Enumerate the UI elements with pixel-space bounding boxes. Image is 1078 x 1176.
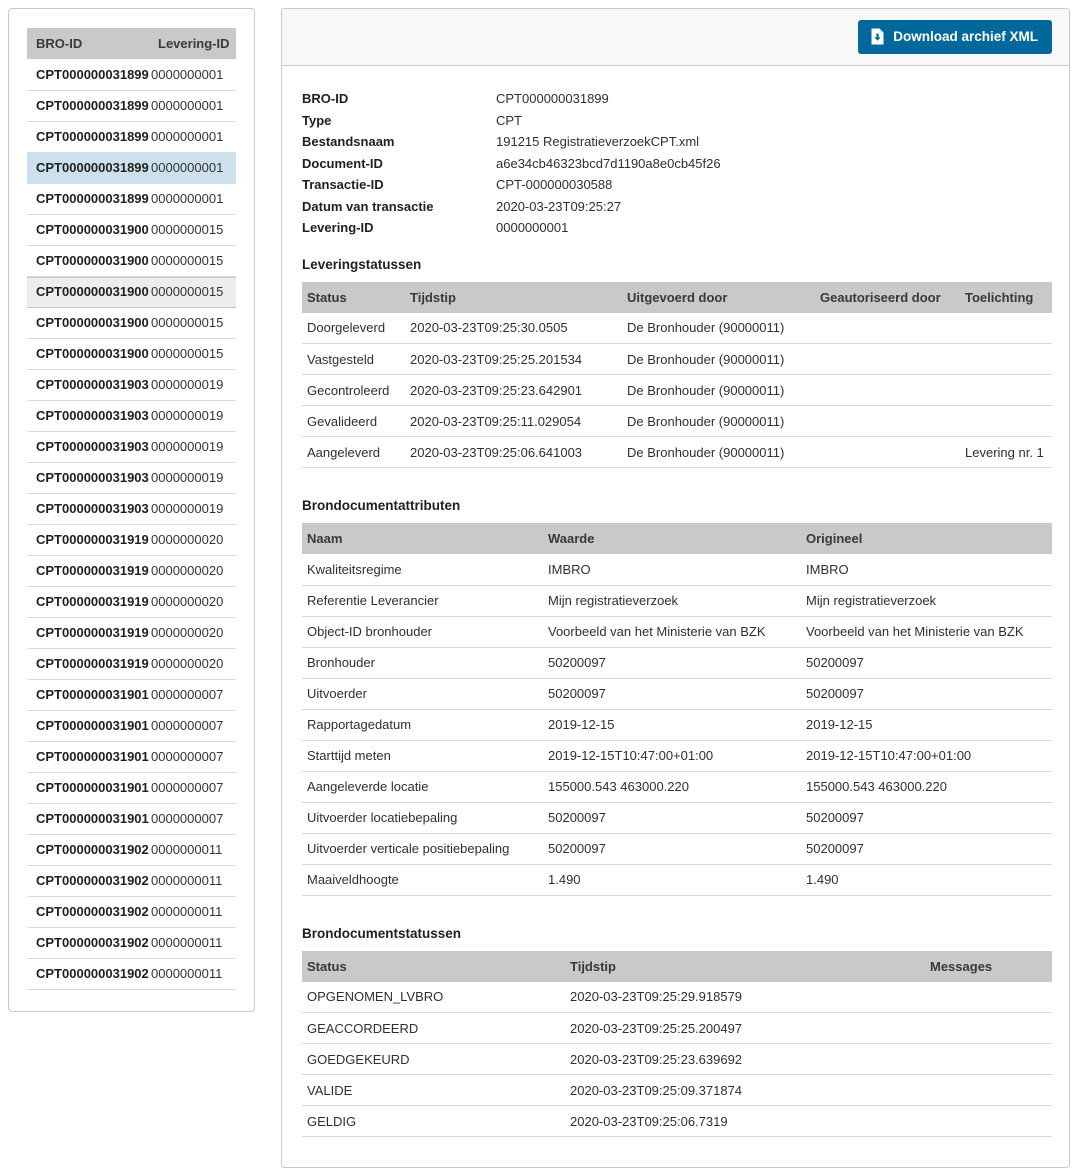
- levering-id-cell[interactable]: 0000000007: [149, 803, 236, 834]
- waarde-cell: 2019-12-15T10:47:00+01:00: [543, 740, 801, 771]
- geautoriseerd-door-cell: [815, 313, 960, 344]
- bro-id-cell[interactable]: CPT000000031903: [27, 369, 149, 400]
- tijdstip-cell: 2020-03-23T09:25:29.918579: [565, 982, 925, 1013]
- brondocumentstatussen-header-row: [302, 951, 1052, 982]
- waarde-cell: IMBRO: [543, 554, 801, 585]
- detail-field-row: [302, 88, 1052, 110]
- naam-cell: Rapportagedatum: [302, 709, 543, 740]
- brondocumentattributen-row-list: [302, 554, 1052, 895]
- bro-id-cell[interactable]: CPT000000031899: [27, 183, 149, 214]
- messages-cell: [925, 1013, 1052, 1044]
- column-header-tijdstip: Tijdstip: [405, 282, 622, 313]
- levering-id-cell[interactable]: 0000000001: [149, 90, 236, 121]
- toelichting-cell: Levering nr. 1: [960, 437, 1052, 468]
- tijdstip-cell: 2020-03-23T09:25:25.201534: [405, 344, 622, 375]
- sidebar-row[interactable]: [27, 555, 236, 586]
- brondocumentattribuut-row: [302, 802, 1052, 833]
- uitgevoerd-door-cell: De Bronhouder (90000011): [622, 375, 815, 406]
- section-title-brondocumentattributen: Brondocumentattributen: [302, 498, 461, 513]
- toelichting-cell: [960, 375, 1052, 406]
- detail-field-value: CPT000000031899: [496, 91, 609, 106]
- naam-cell: Kwaliteitsregime: [302, 554, 543, 585]
- sidebar-row[interactable]: [27, 524, 236, 555]
- brondocumentattribuut-row: [302, 616, 1052, 647]
- detail-field-value: 191215 RegistratieverzoekCPT.xml: [496, 134, 700, 149]
- detail-field-list: [302, 88, 1052, 239]
- brondocumentattributen-header-row: [302, 523, 1052, 554]
- detail-field-row: [302, 196, 1052, 218]
- origineel-cell: Voorbeeld van het Ministerie van BZK: [801, 616, 1052, 647]
- status-cell: Doorgeleverd: [302, 313, 405, 344]
- detail-field-label: Datum van transactie: [302, 198, 434, 214]
- status-cell: Aangeleverd: [302, 437, 405, 468]
- waarde-cell: 155000.543 463000.220: [543, 771, 801, 802]
- origineel-cell: 2019-12-15: [801, 709, 1052, 740]
- levering-id-cell[interactable]: 0000000019: [149, 369, 236, 400]
- brondocumentstatussen-row-list: [302, 982, 1052, 1137]
- sidebar-row[interactable]: [27, 772, 236, 803]
- toelichting-cell: [960, 406, 1052, 437]
- levering-id-cell[interactable]: 0000000011: [149, 896, 236, 927]
- sidebar-row-list: [27, 59, 236, 989]
- brondocumentattribuut-row: [302, 585, 1052, 616]
- sidebar-row[interactable]: [27, 90, 236, 121]
- detail-field-row: [302, 217, 1052, 239]
- leveringstatussen-header-row: [302, 282, 1052, 313]
- detail-field-label: Transactie-ID: [302, 177, 384, 192]
- tijdstip-cell: 2020-03-23T09:25:23.642901: [405, 375, 622, 406]
- column-header-origineel: Origineel: [801, 523, 1052, 554]
- column-header-geautoriseerd-door: Geautoriseerd door: [815, 282, 960, 313]
- bro-id-cell[interactable]: CPT000000031901: [27, 679, 149, 710]
- uitgevoerd-door-cell: De Bronhouder (90000011): [622, 437, 815, 468]
- levering-id-cell[interactable]: 0000000015: [149, 276, 236, 307]
- status-cell: Vastgesteld: [302, 344, 405, 375]
- sidebar-row[interactable]: [27, 586, 236, 617]
- sidebar-row[interactable]: [27, 276, 236, 307]
- column-header-uitgevoerd-door: Uitgevoerd door: [622, 282, 815, 313]
- origineel-cell: 1.490: [801, 864, 1052, 895]
- detail-field-value: 0000000001: [496, 220, 569, 235]
- origineel-cell: 2019-12-15T10:47:00+01:00: [801, 740, 1052, 771]
- sidebar-row[interactable]: [27, 245, 236, 276]
- column-header-status: Status: [302, 282, 405, 313]
- leveringstatussen-table: [302, 282, 1052, 469]
- messages-cell: [925, 1044, 1052, 1075]
- bro-id-cell[interactable]: CPT000000031902: [27, 834, 149, 865]
- geautoriseerd-door-cell: [815, 375, 960, 406]
- download-archive-xml-label: Download archief XML: [893, 29, 1038, 44]
- brondocumentattribuut-row: [302, 740, 1052, 771]
- bro-id-cell[interactable]: CPT000000031919: [27, 586, 149, 617]
- levering-id-cell[interactable]: 0000000007: [149, 710, 236, 741]
- levering-id-cell[interactable]: 0000000011: [149, 927, 236, 958]
- bro-id-cell[interactable]: CPT000000031919: [27, 648, 149, 679]
- bro-id-cell[interactable]: CPT000000031900: [27, 307, 149, 338]
- bro-id-cell[interactable]: CPT000000031900: [27, 276, 149, 307]
- download-archive-xml-button[interactable]: [858, 20, 1052, 54]
- detail-field-row: [302, 110, 1052, 132]
- naam-cell: Referentie Leverancier: [302, 585, 543, 616]
- detail-field-label: Bestandsnaam: [302, 134, 395, 149]
- levering-id-cell[interactable]: 0000000015: [149, 245, 236, 276]
- bro-id-cell[interactable]: CPT000000031899: [27, 90, 149, 121]
- origineel-cell: 50200097: [801, 802, 1052, 833]
- sidebar-row[interactable]: [27, 338, 236, 369]
- levering-id-cell[interactable]: 0000000001: [149, 152, 236, 183]
- sidebar-header-bro-id: BRO-ID: [27, 28, 149, 59]
- status-cell: GELDIG: [302, 1106, 565, 1137]
- brondocumentattribuut-row: [302, 864, 1052, 895]
- sidebar-table: [27, 28, 236, 990]
- origineel-cell: 50200097: [801, 833, 1052, 864]
- bro-id-cell[interactable]: CPT000000031919: [27, 617, 149, 648]
- detail-field-label: Levering-ID: [302, 220, 374, 235]
- uitgevoerd-door-cell: De Bronhouder (90000011): [622, 406, 815, 437]
- sidebar-row[interactable]: [27, 710, 236, 741]
- status-cell: Gecontroleerd: [302, 375, 405, 406]
- detail-field-label: Type: [302, 112, 332, 128]
- uitgevoerd-door-cell: De Bronhouder (90000011): [622, 313, 815, 344]
- brondocumentstatus-row: [302, 1044, 1052, 1075]
- levering-id-cell[interactable]: 0000000007: [149, 741, 236, 772]
- column-header-toelichting: Toelichting: [960, 282, 1052, 313]
- waarde-cell: 50200097: [543, 833, 801, 864]
- bro-id-cell[interactable]: CPT000000031899: [27, 59, 149, 90]
- detail-panel: [281, 8, 1070, 1168]
- bro-id-cell[interactable]: CPT000000031899: [27, 152, 149, 183]
- sidebar-panel: [8, 8, 255, 1012]
- bro-id-cell[interactable]: CPT000000031902: [27, 865, 149, 896]
- levering-id-cell[interactable]: 0000000020: [149, 617, 236, 648]
- sidebar-row[interactable]: [27, 307, 236, 338]
- brondocumentattributen-table: [302, 523, 1052, 896]
- tijdstip-cell: 2020-03-23T09:25:06.641003: [405, 437, 622, 468]
- bro-id-cell[interactable]: CPT000000031902: [27, 958, 149, 989]
- download-file-icon: [870, 28, 885, 45]
- uitgevoerd-door-cell: De Bronhouder (90000011): [622, 344, 815, 375]
- levering-id-cell[interactable]: 0000000019: [149, 462, 236, 493]
- brondocumentstatus-row: [302, 1075, 1052, 1106]
- leveringstatus-row: [302, 437, 1052, 468]
- tijdstip-cell: 2020-03-23T09:25:25.200497: [565, 1013, 925, 1044]
- levering-id-cell[interactable]: 0000000019: [149, 431, 236, 462]
- status-cell: GEACCORDEERD: [302, 1013, 565, 1044]
- toelichting-cell: [960, 344, 1052, 375]
- column-header-messages: Messages: [925, 951, 1052, 982]
- detail-field-row: [302, 174, 1052, 196]
- sidebar-row[interactable]: [27, 958, 236, 989]
- brondocumentattribuut-row: [302, 709, 1052, 740]
- brondocumentstatus-row: [302, 982, 1052, 1013]
- brondocumentattribuut-row: [302, 771, 1052, 802]
- levering-id-cell[interactable]: 0000000020: [149, 555, 236, 586]
- detail-field-value: 2020-03-23T09:25:27: [496, 198, 622, 214]
- leveringstatus-row: [302, 406, 1052, 437]
- waarde-cell: Mijn registratieverzoek: [543, 585, 801, 616]
- sidebar-row[interactable]: [27, 865, 236, 896]
- origineel-cell: 155000.543 463000.220: [801, 771, 1052, 802]
- levering-id-cell[interactable]: 0000000015: [149, 338, 236, 369]
- brondocumentattribuut-row: [302, 833, 1052, 864]
- sidebar-row[interactable]: [27, 462, 236, 493]
- sidebar-header-levering-id: Levering-ID: [149, 28, 236, 59]
- bro-id-cell[interactable]: CPT000000031901: [27, 803, 149, 834]
- levering-id-cell[interactable]: 0000000011: [149, 865, 236, 896]
- bro-id-cell[interactable]: CPT000000031901: [27, 741, 149, 772]
- levering-id-cell[interactable]: 0000000015: [149, 307, 236, 338]
- origineel-cell: Mijn registratieverzoek: [801, 585, 1052, 616]
- detail-panel-content: [282, 66, 1069, 1167]
- status-cell: Gevalideerd: [302, 406, 405, 437]
- sidebar-row[interactable]: [27, 834, 236, 865]
- column-header-status: Status: [302, 951, 565, 982]
- levering-id-cell[interactable]: 0000000019: [149, 493, 236, 524]
- levering-id-cell[interactable]: 0000000020: [149, 524, 236, 555]
- tijdstip-cell: 2020-03-23T09:25:06.7319: [565, 1106, 925, 1137]
- bro-id-cell[interactable]: CPT000000031919: [27, 555, 149, 586]
- sidebar-row[interactable]: [27, 59, 236, 90]
- bro-id-cell[interactable]: CPT000000031901: [27, 772, 149, 803]
- sidebar-header-row: [27, 28, 236, 59]
- messages-cell: [925, 1106, 1052, 1137]
- bro-id-cell[interactable]: CPT000000031902: [27, 927, 149, 958]
- tijdstip-cell: 2020-03-23T09:25:30.0505: [405, 313, 622, 344]
- detail-field-value: CPT: [496, 112, 522, 128]
- bro-id-cell[interactable]: CPT000000031901: [27, 710, 149, 741]
- bro-id-cell[interactable]: CPT000000031903: [27, 400, 149, 431]
- leveringstatus-row: [302, 344, 1052, 375]
- sidebar-row[interactable]: [27, 741, 236, 772]
- bro-id-cell[interactable]: CPT000000031903: [27, 431, 149, 462]
- levering-id-cell[interactable]: 0000000001: [149, 121, 236, 152]
- bro-id-cell[interactable]: CPT000000031903: [27, 493, 149, 524]
- brondocumentattribuut-row: [302, 647, 1052, 678]
- bro-id-cell[interactable]: CPT000000031900: [27, 214, 149, 245]
- bro-id-cell[interactable]: CPT000000031900: [27, 338, 149, 369]
- sidebar-row[interactable]: [27, 803, 236, 834]
- levering-id-cell[interactable]: 0000000007: [149, 679, 236, 710]
- origineel-cell: 50200097: [801, 678, 1052, 709]
- geautoriseerd-door-cell: [815, 406, 960, 437]
- detail-field-label: Document-ID: [302, 155, 383, 171]
- bro-id-cell[interactable]: CPT000000031903: [27, 462, 149, 493]
- levering-id-cell[interactable]: 0000000001: [149, 59, 236, 90]
- status-cell: OPGENOMEN_LVBRO: [302, 982, 565, 1013]
- brondocumentattribuut-row: [302, 554, 1052, 585]
- column-header-tijdstip: Tijdstip: [565, 951, 925, 982]
- levering-id-cell[interactable]: 0000000020: [149, 586, 236, 617]
- origineel-cell: IMBRO: [801, 554, 1052, 585]
- detail-field-value: a6e34cb46323bcd7d1190a8e0cb45f26: [496, 155, 721, 171]
- naam-cell: Bronhouder: [302, 647, 543, 678]
- bro-id-cell[interactable]: CPT000000031899: [27, 121, 149, 152]
- naam-cell: Uitvoerder locatiebepaling: [302, 802, 543, 833]
- brondocumentstatussen-table: [302, 951, 1052, 1138]
- waarde-cell: 1.490: [543, 864, 801, 895]
- sidebar-row[interactable]: [27, 648, 236, 679]
- tijdstip-cell: 2020-03-23T09:25:11.029054: [405, 406, 622, 437]
- sidebar-row[interactable]: [27, 121, 236, 152]
- levering-id-cell[interactable]: 0000000015: [149, 214, 236, 245]
- section-title-brondocumentstatussen: Brondocumentstatussen: [302, 925, 462, 941]
- levering-id-cell[interactable]: 0000000001: [149, 183, 236, 214]
- leveringstatus-row: [302, 375, 1052, 406]
- waarde-cell: 50200097: [543, 678, 801, 709]
- sidebar-row[interactable]: [27, 431, 236, 462]
- sidebar-row[interactable]: [27, 214, 236, 245]
- naam-cell: Maaiveldhoogte: [302, 864, 543, 895]
- origineel-cell: 50200097: [801, 647, 1052, 678]
- naam-cell: Uitvoerder: [302, 678, 543, 709]
- naam-cell: Object-ID bronhouder: [302, 616, 543, 647]
- messages-cell: [925, 982, 1052, 1013]
- waarde-cell: 50200097: [543, 802, 801, 833]
- toelichting-cell: [960, 313, 1052, 344]
- column-header-naam: Naam: [302, 523, 543, 554]
- bro-id-cell[interactable]: CPT000000031902: [27, 896, 149, 927]
- sidebar-row[interactable]: [27, 927, 236, 958]
- levering-id-cell[interactable]: 0000000020: [149, 648, 236, 679]
- bro-id-cell[interactable]: CPT000000031900: [27, 245, 149, 276]
- levering-id-cell[interactable]: 0000000019: [149, 400, 236, 431]
- sidebar-row[interactable]: [27, 896, 236, 927]
- detail-field-row: [302, 153, 1052, 175]
- sidebar-row[interactable]: [27, 679, 236, 710]
- waarde-cell: Voorbeeld van het Ministerie van BZK: [543, 616, 801, 647]
- sidebar-row[interactable]: [27, 183, 236, 214]
- sidebar-row[interactable]: [27, 617, 236, 648]
- brondocumentstatus-row: [302, 1013, 1052, 1044]
- levering-id-cell[interactable]: 0000000007: [149, 772, 236, 803]
- detail-field-value: CPT-000000030588: [496, 177, 613, 192]
- leveringstatussen-row-list: [302, 313, 1052, 468]
- waarde-cell: 2019-12-15: [543, 709, 801, 740]
- naam-cell: Starttijd meten: [302, 740, 543, 771]
- status-cell: VALIDE: [302, 1075, 565, 1106]
- geautoriseerd-door-cell: [815, 437, 960, 468]
- levering-id-cell[interactable]: 0000000011: [149, 958, 236, 989]
- tijdstip-cell: 2020-03-23T09:25:23.639692: [565, 1044, 925, 1075]
- naam-cell: Uitvoerder verticale positiebepaling: [302, 833, 543, 864]
- waarde-cell: 50200097: [543, 647, 801, 678]
- sidebar-row[interactable]: [27, 369, 236, 400]
- detail-panel-header: [282, 9, 1069, 66]
- bro-id-cell[interactable]: CPT000000031919: [27, 524, 149, 555]
- sidebar-row[interactable]: [27, 400, 236, 431]
- sidebar-row[interactable]: [27, 493, 236, 524]
- detail-field-label: BRO-ID: [302, 91, 349, 106]
- brondocumentattribuut-row: [302, 678, 1052, 709]
- tijdstip-cell: 2020-03-23T09:25:09.371874: [565, 1075, 925, 1106]
- brondocumentstatus-row: [302, 1106, 1052, 1137]
- naam-cell: Aangeleverde locatie: [302, 771, 543, 802]
- sidebar-row[interactable]: [27, 152, 236, 183]
- detail-field-row: [302, 131, 1052, 153]
- status-cell: GOEDGEKEURD: [302, 1044, 565, 1075]
- column-header-waarde: Waarde: [543, 523, 801, 554]
- leveringstatus-row: [302, 313, 1052, 344]
- messages-cell: [925, 1075, 1052, 1106]
- levering-id-cell[interactable]: 0000000011: [149, 834, 236, 865]
- geautoriseerd-door-cell: [815, 344, 960, 375]
- section-title-leveringstatussen: Leveringstatussen: [302, 256, 422, 272]
